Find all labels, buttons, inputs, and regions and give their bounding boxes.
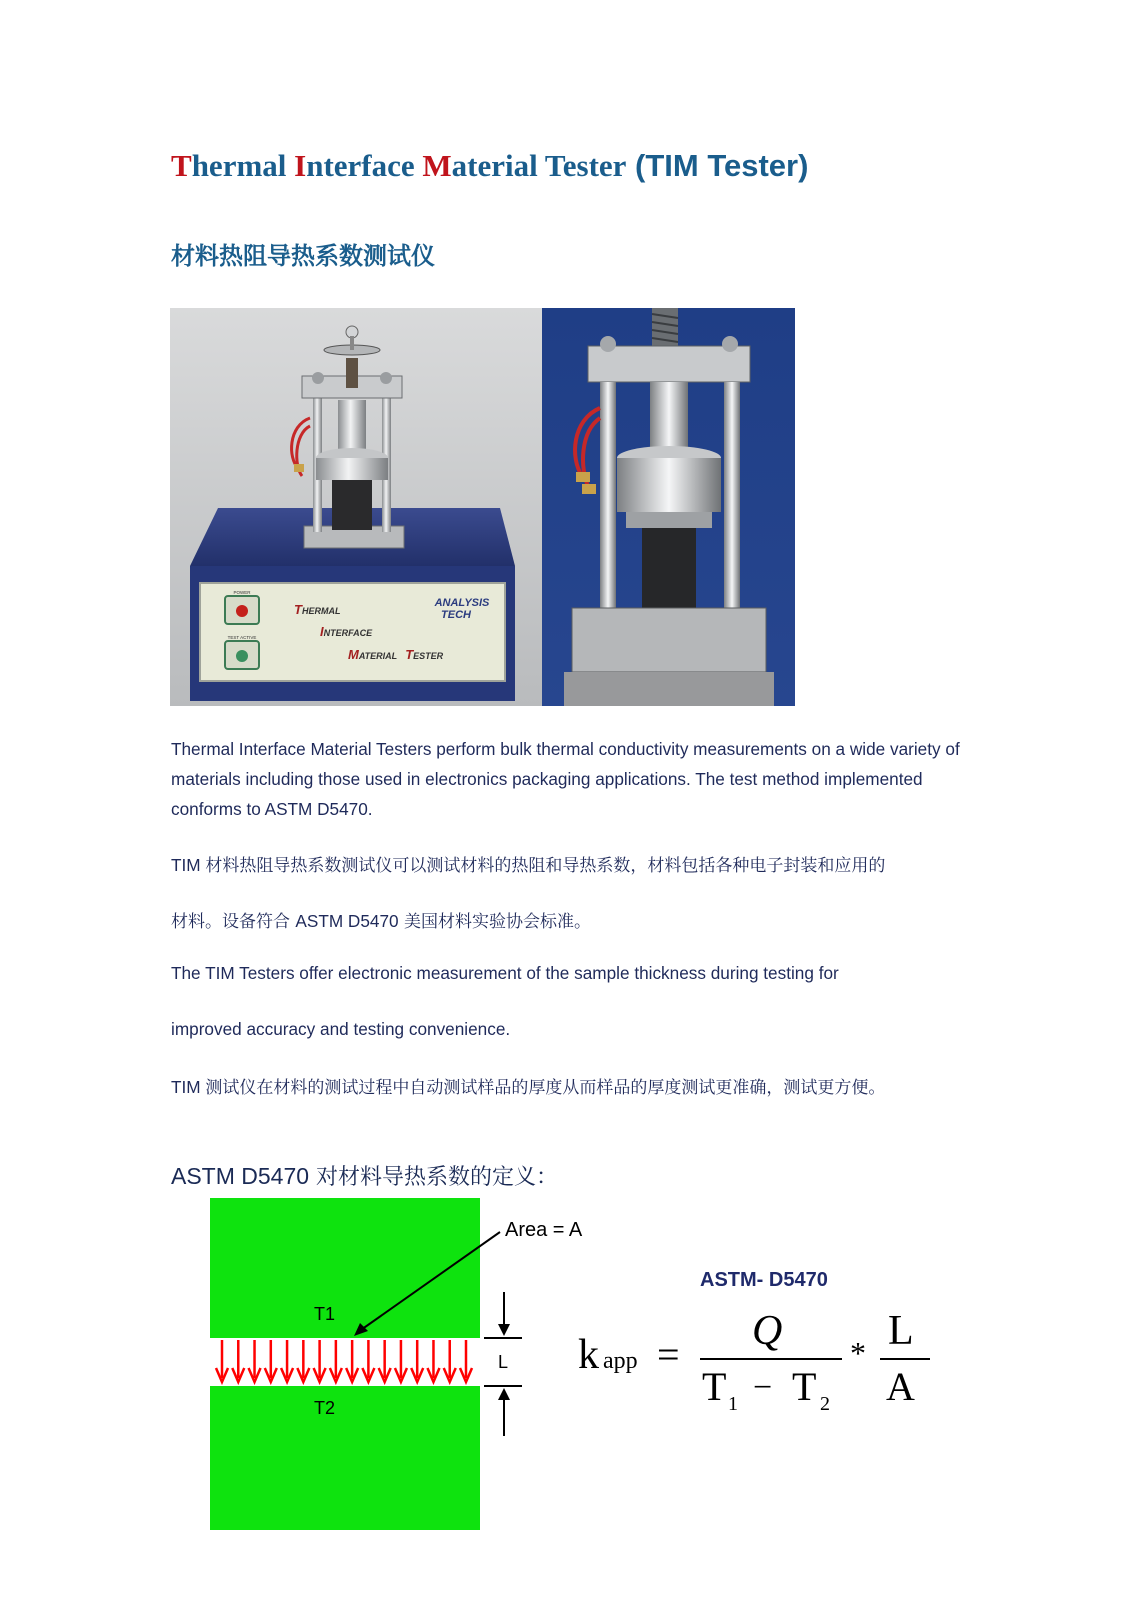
- formula-denominator-t2: T: [792, 1364, 817, 1409]
- heat-arrow: [330, 1340, 342, 1382]
- formula-k-sub: app: [603, 1348, 638, 1374]
- title-main: Thermal Interface Material Tester: [171, 148, 627, 183]
- formula-numerator: Q: [752, 1308, 783, 1354]
- upper-block: [210, 1198, 480, 1338]
- heat-arrow: [411, 1340, 423, 1382]
- thickness-arrow-top-head: [498, 1324, 510, 1336]
- conductivity-diagram: [200, 1190, 583, 1540]
- heat-arrow: [297, 1340, 309, 1382]
- heat-arrow: [427, 1340, 439, 1382]
- heat-arrow: [444, 1340, 456, 1382]
- panel-brand-bottom: TECH: [441, 609, 471, 621]
- panel-brand-top: ANALYSIS: [434, 597, 490, 609]
- paragraph-thickness-en-line2: improved accuracy and testing convenience.: [171, 1019, 511, 1039]
- heat-arrow: [232, 1340, 244, 1382]
- formula-k: k: [578, 1332, 599, 1378]
- definition-heading: ASTM D5470 对材料导热系数的定义：: [171, 1163, 559, 1190]
- panel-power-label: POWER: [233, 590, 251, 595]
- page-title: [171, 148, 808, 184]
- thickness-label: L: [498, 1352, 509, 1372]
- heat-arrow: [281, 1340, 293, 1382]
- thickness-arrow-bottom-head: [498, 1388, 510, 1400]
- panel-test-active-label: TEST ACTIVE: [227, 635, 257, 640]
- paragraph-thickness-cn: TIM 测试仪在材料的测试过程中自动测试样品的厚度从而样品的厚度测试更准确，测试更方便。: [171, 1077, 886, 1098]
- heat-arrow: [395, 1340, 407, 1382]
- page-subtitle: 材料热阻导热系数测试仪: [171, 242, 435, 270]
- tester-photo-closeup: [542, 308, 795, 706]
- tester-photo-front: [170, 308, 542, 706]
- formula-denominator-t2-sub: 2: [820, 1393, 830, 1415]
- lower-block: [210, 1386, 480, 1530]
- formula-equals: =: [657, 1332, 680, 1377]
- formula-denominator-t1: T: [702, 1364, 727, 1409]
- heat-arrow: [379, 1340, 391, 1382]
- formula-denominator-t1-sub: 1: [728, 1393, 738, 1415]
- t2-label: T2: [314, 1398, 336, 1418]
- heat-arrow: [346, 1340, 358, 1382]
- heat-arrow: [249, 1340, 261, 1382]
- paragraph-thickness-en-line1: The TIM Testers offer electronic measurement of the sample thickness during testing for: [171, 963, 839, 983]
- heat-arrow: [314, 1340, 326, 1382]
- heat-arrow: [265, 1340, 277, 1382]
- heat-flow-arrows: [216, 1340, 472, 1382]
- formula-times: *: [850, 1335, 866, 1371]
- svg-text:MATERIALTESTER: MATERIAL TESTER: [348, 647, 444, 662]
- title-suffix: (TIM Tester): [626, 148, 809, 183]
- svg-text:THERMAL: THERMAL: [294, 602, 341, 617]
- paragraph-intro-cn-line1: TIM 材料热阻导热系数测试仪可以测试材料的热阻和导热系数，材料包括各种电子封装和应用的: [171, 855, 886, 876]
- t1-label: T1: [314, 1304, 336, 1324]
- svg-text:INTERFACE: INTERFACE: [320, 624, 373, 639]
- paragraph-intro-en: Thermal Interface Material Testers perform bulk thermal conductivity measurements on a wide variety of materials including those used in electronics packaging applications. The test method implemented conforms to ASTM D5470.: [171, 739, 960, 819]
- formula-minus: −: [753, 1369, 773, 1406]
- formula-frac2-denominator: A: [886, 1364, 915, 1409]
- conductivity-formula: [570, 1260, 970, 1430]
- heat-arrow: [362, 1340, 374, 1382]
- formula-frac2-numerator: L: [888, 1308, 914, 1354]
- paragraph-intro-cn-line2: 材料。设备符合 ASTM D5470 美国材料实验协会标准。: [171, 911, 591, 932]
- area-label: Area = A: [505, 1219, 583, 1241]
- heat-arrow: [460, 1340, 472, 1382]
- heat-arrow: [216, 1340, 228, 1382]
- formula-standard-label: ASTM- D5470: [700, 1269, 828, 1291]
